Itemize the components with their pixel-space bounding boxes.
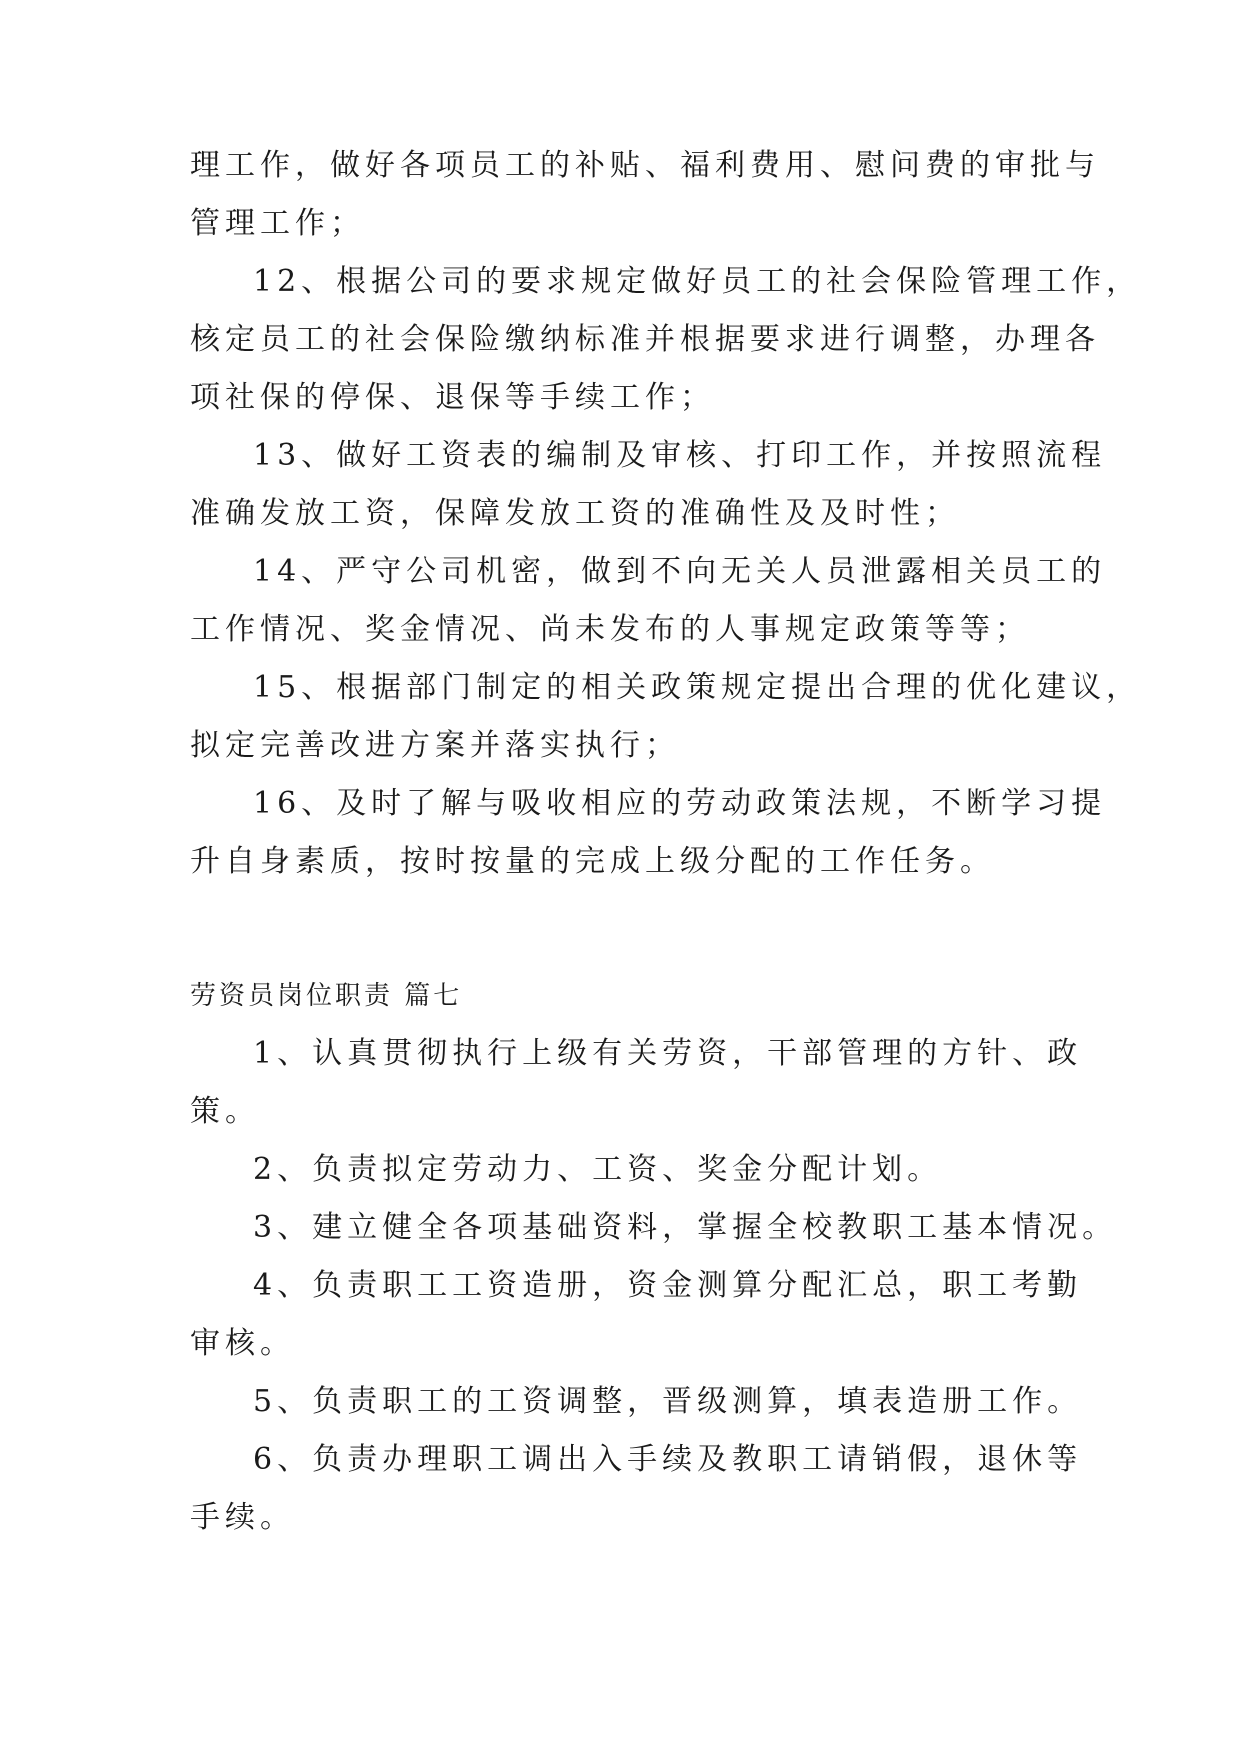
paragraph-line: 理工作，做好各项员工的补贴、福利费用、慰问费的审批与: [190, 148, 1100, 183]
list-item-15-line: 15、根据部门制定的相关政策规定提出合理的优化建议，: [253, 670, 1142, 705]
list-item-12-line: 12、根据公司的要求规定做好员工的社会保险管理工作，: [253, 264, 1142, 299]
list-item-12-line: 项社保的停保、退保等手续工作；: [190, 380, 715, 415]
list-item-14-line: 工作情况、奖金情况、尚未发布的人事规定政策等等；: [190, 612, 1030, 647]
paragraph-line: 管理工作；: [190, 206, 365, 241]
list-item-14-line: 14、严守公司机密，做到不向无关人员泄露相关员工的: [253, 554, 1107, 589]
section-heading: 劳资员岗位职责 篇七: [190, 981, 463, 1011]
list-item-16-line: 升自身素质，按时按量的完成上级分配的工作任务。: [190, 844, 995, 879]
section7-item-1-line: 策。: [190, 1094, 260, 1129]
section7-item-6-line: 6、负责办理职工调出入手续及教职工请销假，退休等: [253, 1442, 1083, 1477]
section7-item-4-line: 4、负责职工工资造册，资金测算分配汇总，职工考勤: [253, 1268, 1083, 1303]
section7-item-3-line: 3、建立健全各项基础资料，掌握全校教职工基本情况。: [253, 1210, 1118, 1245]
list-item-13-line: 准确发放工资，保障发放工资的准确性及及时性；: [190, 496, 960, 531]
section7-item-4-line: 审核。: [190, 1326, 295, 1361]
list-item-16-line: 16、及时了解与吸收相应的劳动政策法规，不断学习提: [253, 786, 1107, 821]
section7-item-1-line: 1、认真贯彻执行上级有关劳资，干部管理的方针、政: [253, 1036, 1083, 1071]
section7-item-5-line: 5、负责职工的工资调整，晋级测算，填表造册工作。: [253, 1384, 1083, 1419]
section7-item-2-line: 2、负责拟定劳动力、工资、奖金分配计划。: [253, 1152, 943, 1187]
list-item-15-line: 拟定完善改进方案并落实执行；: [190, 728, 680, 763]
list-item-13-line: 13、做好工资表的编制及审核、打印工作，并按照流程: [253, 438, 1107, 473]
section7-item-6-line: 手续。: [190, 1500, 295, 1535]
list-item-12-line: 核定员工的社会保险缴纳标准并根据要求进行调整，办理各: [190, 322, 1100, 357]
